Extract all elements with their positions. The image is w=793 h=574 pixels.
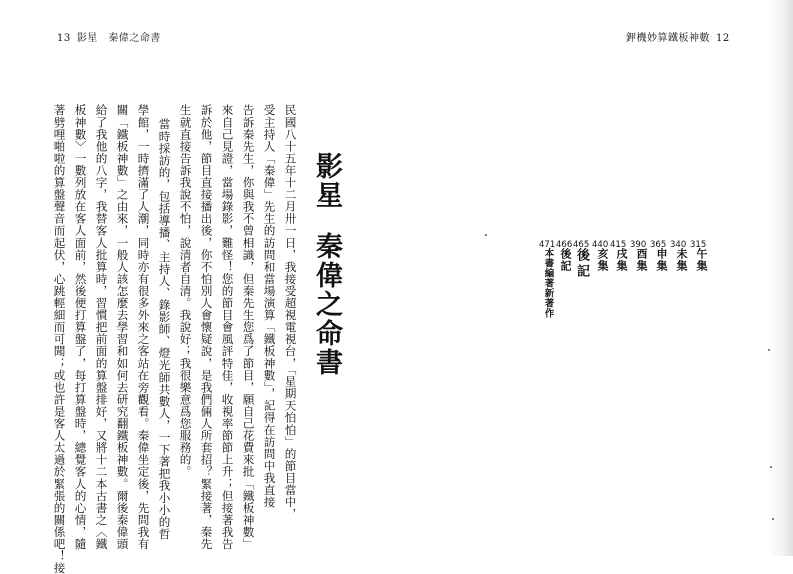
body-column-8: 學館，一時擠滿了人潮，同時亦有很多外來之客站在旁觀看。秦偉坐定後，先問我有 — [136, 104, 151, 550]
toc-entry-title: 午集 — [695, 248, 708, 272]
left-running-title: 影星 秦偉之命書 — [76, 33, 161, 44]
right-page-header — [626, 29, 730, 44]
body-column-9: 關「鐵板神數」之由來，一般人該怎麼去學習和如何去研究翻鐵板神數。爾後秦偉頭 — [115, 104, 130, 550]
article-title — [313, 152, 340, 377]
toc-entry-title: 本書編著新著作 — [542, 248, 554, 318]
body-column-12: 著劈哩啪啦的算盤聲音而起伏，心跳輕細而可聞；或也許是客人太過於緊張的關係吧！接 — [52, 104, 67, 574]
body-column-6: 生就直接告訴我說不怕，說清者自清。我說好；我很樂意爲您服務的。 — [178, 104, 193, 478]
body-column-3: 告訴秦先生，你與我不曾相識，但秦先生您爲了節目，願自己花費來批「鐵板神數」 — [241, 104, 256, 550]
toc-entry-title: 後記 — [574, 248, 589, 280]
toc-entry-title: 戌集 — [615, 248, 628, 272]
body-column-4: 來自己見證，當場錄影，難怪！您的節目會風評特佳，收視率節節上升；但接著我告 — [220, 104, 235, 550]
left-page-header — [57, 29, 161, 44]
body-column-7: 當時採訪的，包括導播、主持人、錄影師、燈光師共數人，一下著把我小小的哲 — [157, 118, 172, 540]
toc-page-number: 340 — [670, 240, 687, 250]
toc-page-number: 471 — [539, 240, 556, 250]
toc-entry-title: 申集 — [655, 248, 668, 272]
toc-page-number: 315 — [690, 240, 707, 250]
body-column-5: 訴於他，節目直接播出後，你不怕別人會懷疑說，是我們倆人所套招？緊接著，秦先 — [199, 104, 214, 550]
scan-speck — [485, 234, 487, 236]
toc-page-number: 390 — [630, 240, 647, 250]
toc-page-number: 465 — [573, 240, 590, 250]
left-page-number: 13 — [57, 33, 71, 44]
body-column-1: 民國八十五年十二月卅一日，我接受超視電視台，「星期天怕怕」的節目當中， — [283, 104, 298, 520]
right-page-number: 12 — [716, 33, 730, 44]
article-title-part1: 影星 — [311, 152, 342, 210]
right-running-title: 鉀機妙算鐵板神數 — [626, 33, 710, 44]
toc-entry-title: 亥集 — [596, 248, 609, 272]
toc-page-number: 365 — [650, 240, 667, 250]
scan-speck — [768, 349, 770, 351]
body-column-11: 板神數〉一數列放在客人面前，然後便打算盤了，每打算盤時，總覺客人的心情，隨 — [73, 104, 88, 550]
body-column-2: 受主持人「秦偉」先生的訪問和當場演算「鐵板神數」，記得在訪問中我直接 — [262, 104, 277, 508]
toc-page-number: 415 — [610, 240, 627, 250]
scan-speck — [772, 518, 774, 520]
scan-speck — [770, 466, 772, 468]
toc-page-number: 466 — [556, 240, 573, 250]
toc-entry-title: 未集 — [675, 248, 688, 272]
article-title-part2: 秦偉之命書 — [311, 232, 342, 377]
book-binding-shadow — [769, 0, 793, 556]
toc-page-number: 440 — [592, 240, 609, 250]
body-column-10: 給了我他的八字，我替客人批算時，習慣把前面的算盤排好，又將十二本古書之〈鐵 — [94, 104, 109, 550]
toc-entry-title: 後記 — [559, 248, 572, 272]
toc-entry-title: 酉集 — [635, 248, 648, 272]
